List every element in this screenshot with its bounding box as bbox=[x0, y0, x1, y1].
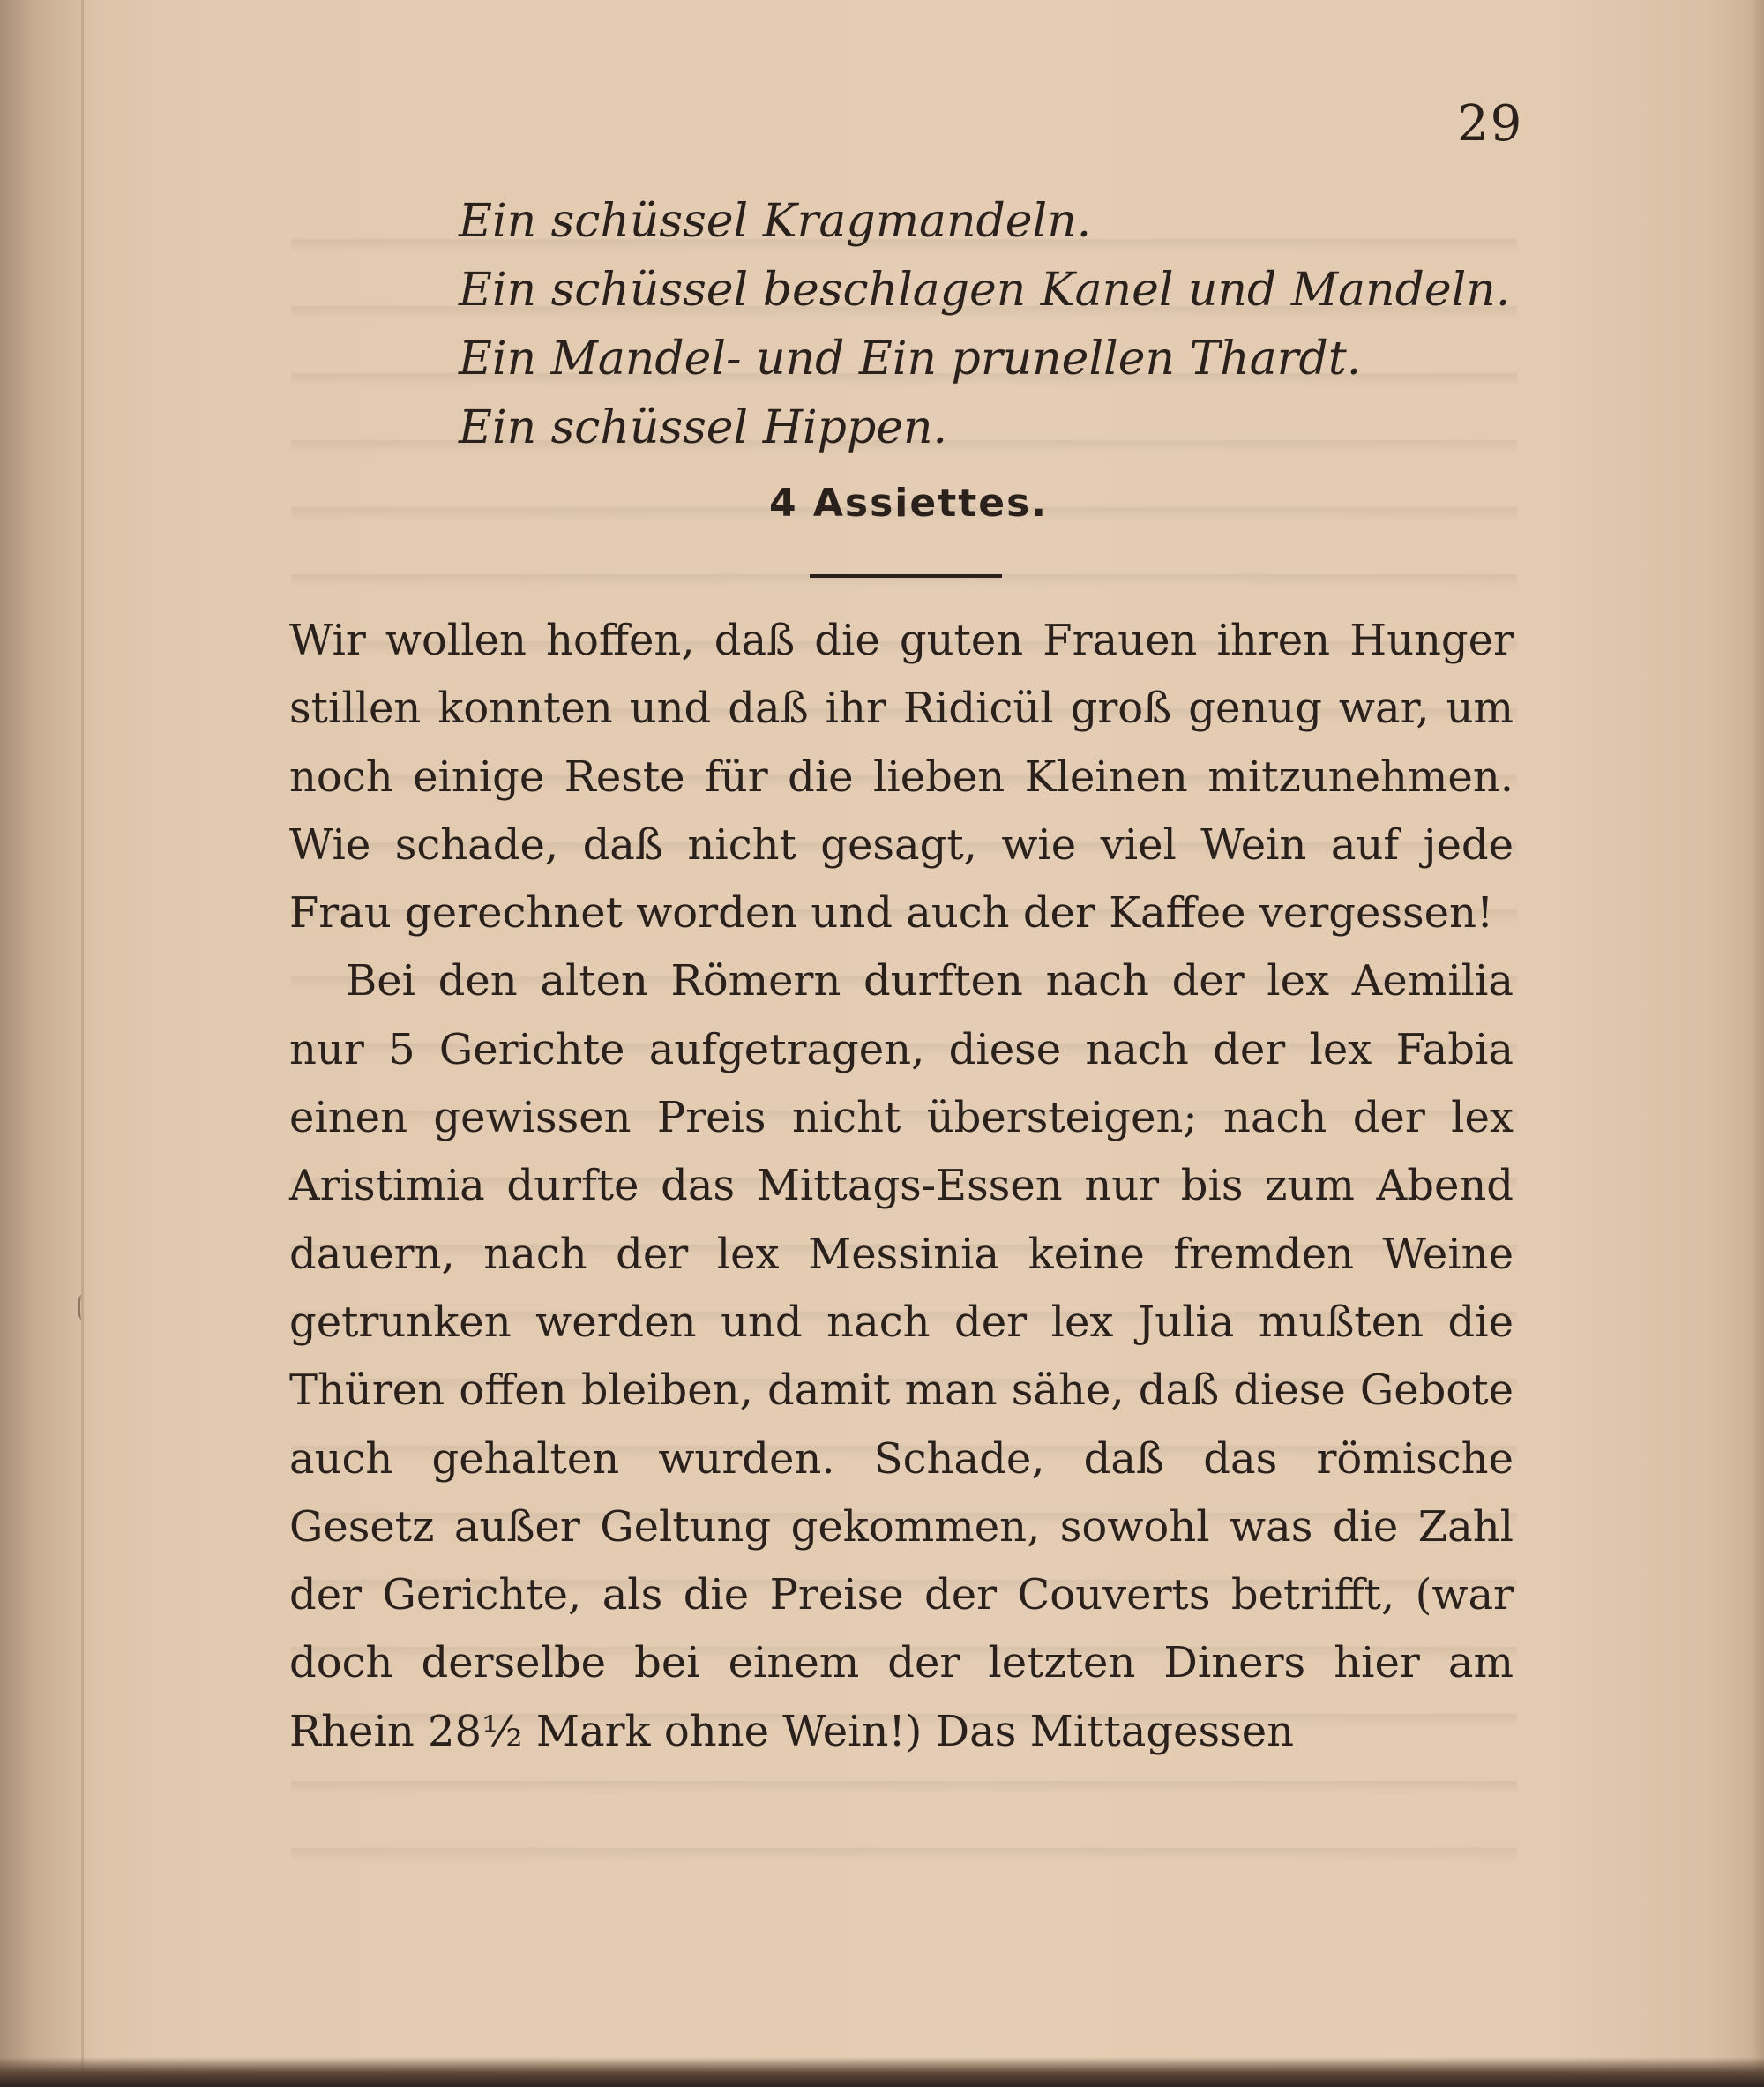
page-bottom-edge bbox=[0, 2057, 1764, 2087]
paragraph: Wir wollen hoffen, daß die guten Frauen ihren Hunger stillen konnten und daß ihr Ridicül groß genug war, um noch einige Reste für die lieben Kleinen mitzunehmen. Wie schade, daß nicht gesagt, wie viel Wein auf jede Frau gerechnet worden und auch der Kaffee vergessen! bbox=[289, 616, 1514, 939]
menu-line: Ein Mandel- und Ein prunellen Thardt. bbox=[459, 333, 1362, 385]
margin-mark bbox=[78, 1295, 86, 1320]
page-number: 29 bbox=[1457, 95, 1524, 153]
menu-list bbox=[459, 187, 1511, 462]
section-heading: 4 Assiettes. bbox=[768, 481, 1049, 526]
section-divider bbox=[810, 574, 1002, 578]
paragraph: Bei den alten Römern durften nach der lex Aemilia nur 5 Gerichte aufgetragen, diese nach der lex Fabia einen gewissen Preis nicht übersteigen; nach der lex Aristimia durfte das Mittags-Essen nur bis zum Abend dauern, nach der lex Messinia keine fremden Weine getrunken werden und nach der lex Julia mußten die Thüren offen bleiben, damit man sähe, daß diese Gebote auch gehalten wurden. Schade, daß das römische Gesetz außer Geltung gekommen, sowohl was die Zahl der Gerichte, als die Preise der Couverts betrifft, (war doch derselbe bei einem der letzten Diners hier am Rhein 28½ Mark ohne Wein!) Das Mittagessen bbox=[289, 956, 1514, 1756]
gutter-fold-line bbox=[81, 0, 84, 2087]
menu-line: Ein schüssel Kragmandeln. bbox=[459, 195, 1092, 248]
menu-line: Ein schüssel beschlagen Kanel und Mandeln. bbox=[459, 264, 1511, 317]
menu-line: Ein schüssel Hippen. bbox=[459, 401, 948, 454]
page-right-edge bbox=[1752, 0, 1764, 2087]
body-text bbox=[289, 607, 1514, 1766]
